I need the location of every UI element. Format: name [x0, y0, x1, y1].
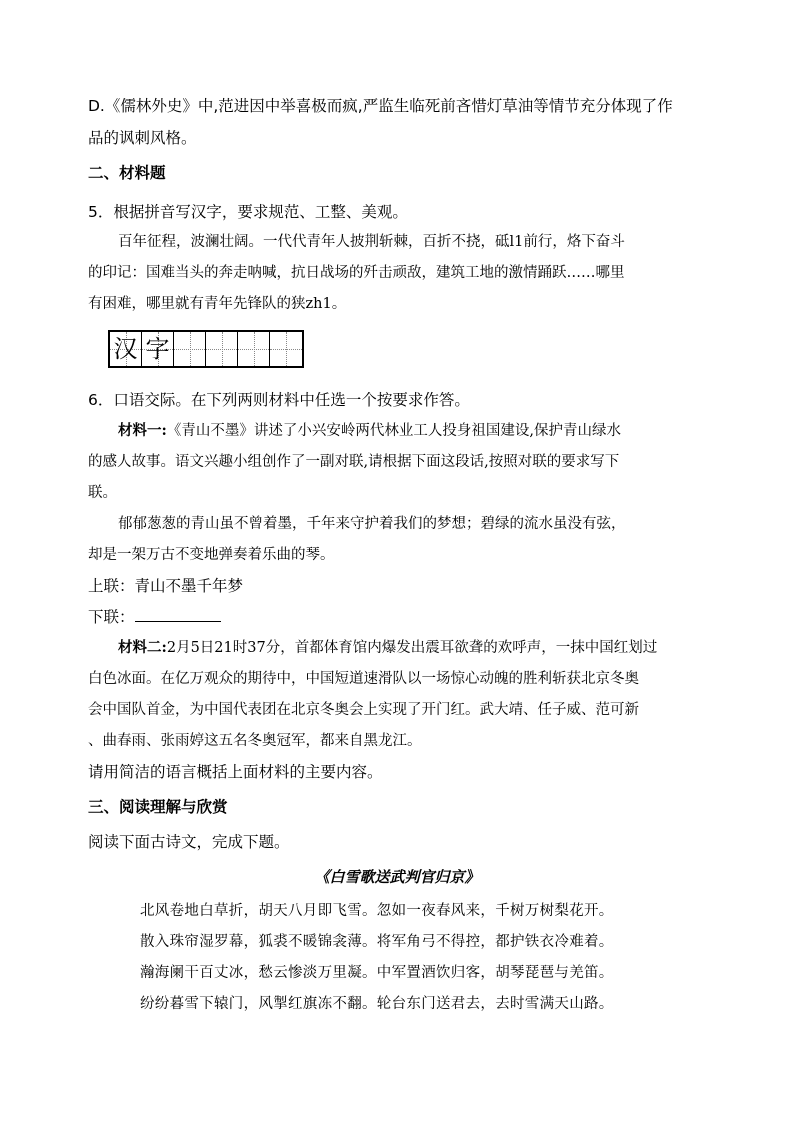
q5-passage-line3: 有困难，哪里就有青年先锋队的狭zh1。 [88, 296, 347, 312]
grid-cell[interactable] [270, 332, 302, 366]
grid-cell[interactable]: 字 [142, 332, 174, 366]
q6-material2-line1 [118, 638, 657, 658]
q4-option-d-line2: 品的讽刺风格。 [88, 129, 197, 147]
q6-material2-line3: 会中国队首金，为中国代表团在北京冬奥会上实现了开门红。武大靖、任子威、范可新 [88, 702, 639, 718]
poem-line: 瀚海阑干百丈冰，愁云惨淡万里凝。中军置酒饮归客，胡琴琵琶与羌笛。 [140, 965, 614, 981]
section2-title: 二、材料题 [88, 164, 166, 182]
grid-cell[interactable] [238, 332, 270, 366]
grid-cell[interactable]: 汉 [110, 332, 142, 366]
q6-material1-line1 [118, 421, 621, 441]
grid-cell[interactable] [174, 332, 206, 366]
q5-passage-line1: 百年征程，波澜壮阔。一代代青年人披荆斩棘，百折不挠，砥l1前行，烙下奋斗 [118, 234, 625, 250]
material1-label: 材料一: [118, 422, 167, 439]
grid-cell[interactable] [206, 332, 238, 366]
material1-text: 《青山不墨》讲述了小兴安岭两代林业工人投身祖国建设,保护青山绿水 [166, 423, 621, 439]
q6-material1-line2: 的感人故事。语文兴趣小组创作了一副对联,请根据下面这段话,按照对联的要求写下 [88, 454, 620, 470]
q6-material2-line4: 、曲春雨、张雨婷这五名冬奥冠军，都来自黑龙江。 [88, 733, 422, 749]
q6-material1-line3: 联。 [88, 485, 117, 501]
q6-quote-line1: 郁郁葱葱的青山虽不曾着墨，千年来守护着我们的梦想；碧绿的流水虽没有弦， [118, 516, 626, 532]
lower-couplet-line [88, 607, 221, 627]
q5-passage-line2: 的印记：国难当头的奔走呐喊，抗日战场的歼击顽敌，建筑工地的激情踊跃……哪里 [88, 265, 625, 281]
writing-grid [108, 330, 304, 368]
q5-prompt: 5．根据拼音写汉字，要求规范、工整、美观。 [88, 203, 408, 221]
q6-material2-task: 请用简洁的语言概括上面材料的主要内容。 [88, 763, 383, 781]
poem-line: 纷纷暮雪下辕门，风掣红旗冻不翻。轮台东门送君去，去时雪满天山路。 [140, 996, 614, 1012]
upper-couplet: 上联：青山不墨千年梦 [88, 577, 244, 595]
poem-line: 北风卷地白草折，胡天八月即飞雪。忽如一夜春风来，千树万树梨花开。 [140, 903, 614, 919]
q6-prompt: 6．口语交际。在下列两则材料中任选一个按要求作答。 [88, 391, 470, 409]
reading-intro: 阅读下面古诗文，完成下题。 [88, 833, 290, 851]
q6-material2-line2: 白色冰面。在亿万观众的期待中，中国短道速滑队以一场惊心动魄的胜利斩获北京冬奥 [88, 671, 639, 687]
material2-label: 材料二: [118, 639, 167, 656]
material2-text: 2月5日21时37分，首都体育馆内爆发出震耳欲聋的欢呼声，一抹中国红划过 [166, 640, 658, 656]
q6-quote-line2: 却是一架万古不变地弹奏着乐曲的琴。 [88, 547, 335, 563]
section3-title: 三、阅读理解与欣赏 [88, 798, 228, 816]
q4-option-d-line1: D.《儒林外史》中,范进因中举喜极而疯,严监生临死前吝惜灯草油等情节充分体现了作 [88, 97, 673, 115]
lower-couplet-label: 下联： [88, 608, 135, 626]
poem-line: 散入珠帘湿罗幕，狐裘不暖锦衾薄。将军角弓不得控，都护铁衣冷难着。 [140, 934, 614, 950]
answer-blank[interactable] [135, 607, 221, 622]
poem-title: 《白雪歌送武判官归京》 [314, 868, 480, 886]
